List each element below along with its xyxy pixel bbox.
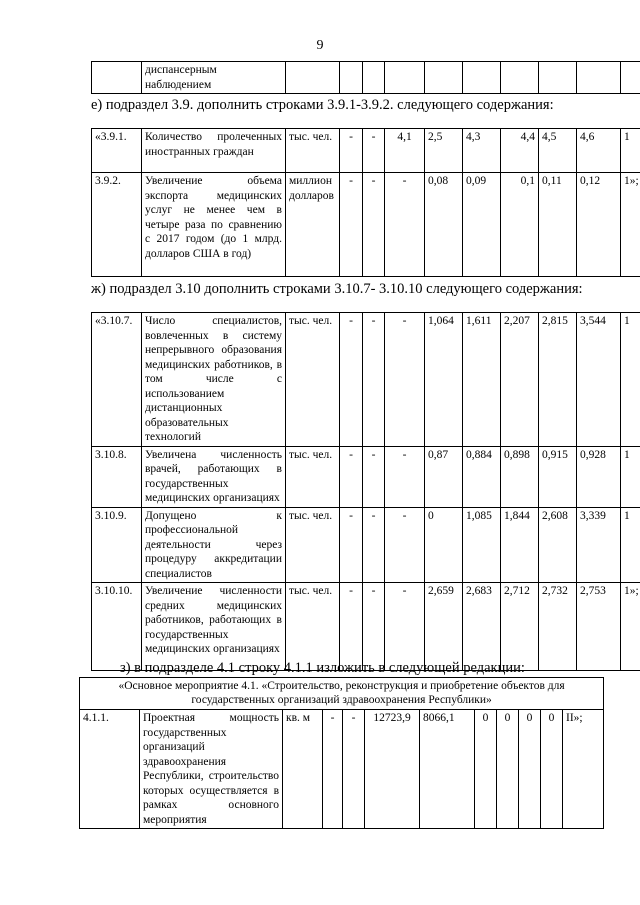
value-cell: -: [385, 583, 425, 671]
heading-z: з) в подразделе 4.1 строку 4.1.1 изложить в следующей редакции:: [120, 660, 525, 676]
table-cell: диспансерным наблюдением: [142, 62, 286, 94]
table-row: [92, 446, 640, 507]
value-cell: 0: [425, 507, 463, 583]
indicator-name: Допущено к профессиональной деятельности через процедуру аккредитации специалистов: [142, 507, 286, 583]
value-cell: 1,844: [501, 507, 539, 583]
value-cell: 1,611: [463, 313, 501, 447]
value-cell: 3,339: [577, 507, 621, 583]
unit: тыс. чел.: [286, 129, 340, 173]
value-cell: -: [323, 710, 343, 829]
value-cell: -: [385, 446, 425, 507]
table-row: [92, 583, 640, 671]
indicator-name: Увеличение объема экспорта медицинских услуг не менее чем в четыре раза по сравнению с 2017 годом (до 1 млрд. долларов США в год): [142, 173, 286, 277]
value-cell: 0: [497, 710, 519, 829]
value-cell: -: [363, 173, 385, 277]
value-cell: -: [340, 446, 363, 507]
unit: кв. м: [283, 710, 323, 829]
value-cell: 0,08: [425, 173, 463, 277]
value-cell: 2,732: [539, 583, 577, 671]
value-cell: 2,815: [539, 313, 577, 447]
indicator-name: Увеличена численность врачей, работающих в государственных медицинских организациях: [142, 446, 286, 507]
table-row: [80, 710, 604, 829]
table-3-9: [91, 128, 640, 277]
table-row: [92, 129, 640, 173]
value-cell: -: [363, 313, 385, 447]
value-cell: 0,884: [463, 446, 501, 507]
table-row: [92, 173, 640, 277]
value-cell: -: [385, 507, 425, 583]
row-number: 4.1.1.: [80, 710, 140, 829]
value-cell: 1,064: [425, 313, 463, 447]
value-cell: 12723,9: [365, 710, 420, 829]
value-cell: 0,898: [501, 446, 539, 507]
value-cell: -: [340, 129, 363, 173]
value-cell: 1»;: [621, 583, 640, 671]
value-cell: 2,683: [463, 583, 501, 671]
value-cell: -: [343, 710, 365, 829]
table-3-10: [91, 312, 640, 671]
value-cell: 1: [621, 129, 640, 173]
value-cell: 0: [541, 710, 563, 829]
unit: тыс. чел.: [286, 313, 340, 447]
value-cell: 1: [621, 313, 640, 447]
unit: тыс. чел.: [286, 583, 340, 671]
value-cell: 0: [475, 710, 497, 829]
page-number: 9: [316, 38, 324, 53]
value-cell: -: [340, 583, 363, 671]
value-cell: 4,4: [501, 129, 539, 173]
value-cell: -: [363, 446, 385, 507]
value-cell: 2,5: [425, 129, 463, 173]
value-cell: -: [340, 173, 363, 277]
value-cell: 0: [519, 710, 541, 829]
value-cell: -: [385, 173, 425, 277]
value-cell: 1,085: [463, 507, 501, 583]
value-cell: II»;: [563, 710, 604, 829]
row-number: 3.10.8.: [92, 446, 142, 507]
unit: миллион долларов: [286, 173, 340, 277]
value-cell: 8066,1: [420, 710, 475, 829]
value-cell: 0,87: [425, 446, 463, 507]
value-cell: 2,659: [425, 583, 463, 671]
value-cell: 2,712: [501, 583, 539, 671]
indicator-name: Количество пролеченных иностранных граждан: [142, 129, 286, 173]
value-cell: 2,753: [577, 583, 621, 671]
value-cell: -: [385, 313, 425, 447]
value-cell: 0,12: [577, 173, 621, 277]
value-cell: -: [340, 313, 363, 447]
value-cell: 2,608: [539, 507, 577, 583]
value-cell: -: [363, 583, 385, 671]
row-number: «3.9.1.: [92, 129, 142, 173]
indicator-name: Проектная мощность государственных организаций здравоохранения Республики, строительство которых осуществляется в рамках основного мероприятия: [140, 710, 283, 829]
value-cell: 1: [621, 507, 640, 583]
row-number: 3.9.2.: [92, 173, 142, 277]
value-cell: 4,6: [577, 129, 621, 173]
indicator-name: Число специалистов, вовлеченных в систему непрерывного образования медицинских работников, в том числе с использованием дистанционных образовательных технологий: [142, 313, 286, 447]
value-cell: -: [340, 507, 363, 583]
table-4-1-caption: «Основное мероприятие 4.1. «Строительство, реконструкция и приобретение объектов для государственных организаций здравоохранения Республики»: [80, 678, 604, 710]
table-4-1: [79, 677, 604, 829]
row-number: 3.10.9.: [92, 507, 142, 583]
value-cell: 4,3: [463, 129, 501, 173]
heading-e: е) подраздел 3.9. дополнить строками 3.9.1-3.9.2. следующего содержания:: [91, 97, 554, 113]
value-cell: 0,1: [501, 173, 539, 277]
heading-zh: ж) подраздел 3.10 дополнить строками 3.10.7- 3.10.10 следующего содержания:: [91, 281, 583, 297]
value-cell: 4,5: [539, 129, 577, 173]
indicator-name: Увеличение численности средних медицинских работников, работающих в государственных медицинских организациях: [142, 583, 286, 671]
unit: тыс. чел.: [286, 507, 340, 583]
table-continuation: [91, 61, 640, 94]
unit: тыс. чел.: [286, 446, 340, 507]
table-row: [92, 313, 640, 447]
value-cell: 0,915: [539, 446, 577, 507]
value-cell: 1: [621, 446, 640, 507]
value-cell: 1»;: [621, 173, 640, 277]
value-cell: 0,928: [577, 446, 621, 507]
value-cell: 3,544: [577, 313, 621, 447]
value-cell: 0,11: [539, 173, 577, 277]
value-cell: 0,09: [463, 173, 501, 277]
value-cell: -: [363, 507, 385, 583]
row-number: 3.10.10.: [92, 583, 142, 671]
value-cell: 4,1: [385, 129, 425, 173]
value-cell: -: [363, 129, 385, 173]
value-cell: 2,207: [501, 313, 539, 447]
row-number: «3.10.7.: [92, 313, 142, 447]
table-row: [92, 507, 640, 583]
